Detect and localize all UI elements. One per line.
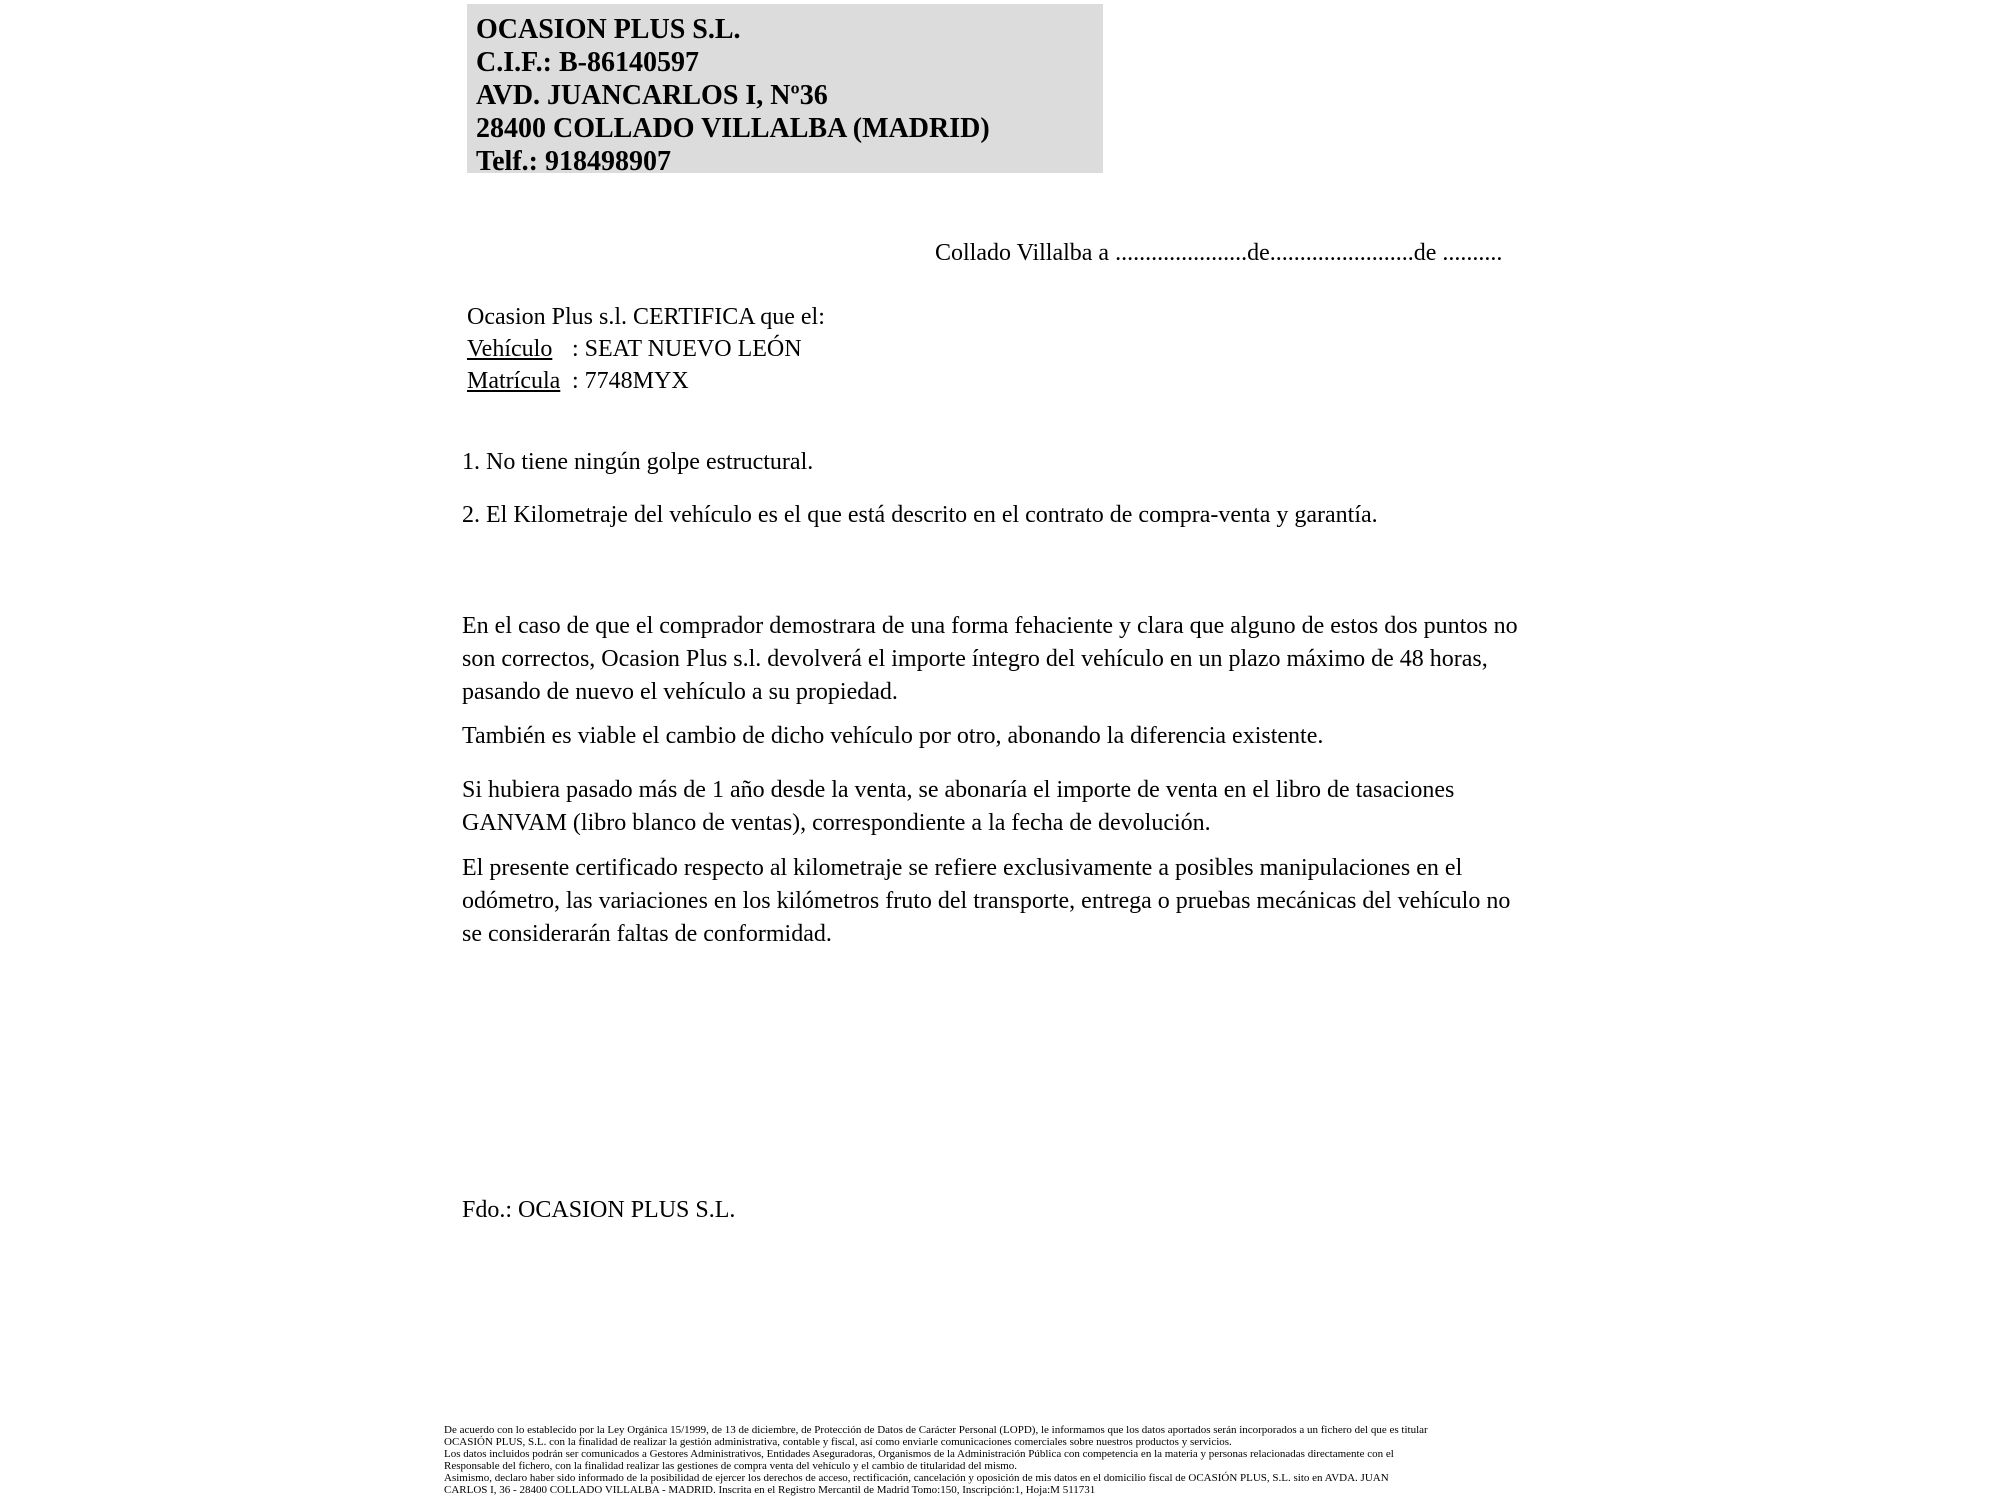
paragraph-ganvam-line: Si hubiera pasado más de 1 año desde la venta, se abonaría el importe de venta en el libro de tasaciones xyxy=(462,777,1455,803)
legal-fine-print xyxy=(444,1425,1428,1496)
vehicle-value: : SEAT NUEVO LEÓN xyxy=(572,336,802,362)
company-phone: Telf.: 918498907 xyxy=(476,146,671,177)
paragraph-odometer-line: se considerarán faltas de conformidad. xyxy=(462,921,832,947)
legal-fine-print-line: Asimismo, declaro haber sido informado de la posibilidad de ejercer los derechos de acceso, rectificación, cancelación y oposición de mis datos en el domicilio fiscal de OCASIÓN PLUS, S.L. sito en AVDA. JUAN xyxy=(444,1471,1389,1484)
certification-intro: Ocasion Plus s.l. CERTIFICA que el: xyxy=(467,304,825,330)
clause-structural: 1. No tiene ningún golpe estructural. xyxy=(462,449,814,475)
paragraph-refund xyxy=(462,610,1518,709)
legal-fine-print-line: Responsable del fichero, con la finalidad realizar las gestiones de compra venta del vehículo y el cambio de titularidad del mismo. xyxy=(444,1459,1018,1472)
paragraph-odometer-line: El presente certificado respecto al kilometraje se refiere exclusivamente a posibles manipulaciones en el xyxy=(462,855,1463,881)
certification-block xyxy=(467,301,825,397)
paragraph-refund-line: son correctos, Ocasion Plus s.l. devolverá el importe íntegro del vehículo en un plazo máximo de 48 horas, xyxy=(462,646,1488,672)
vehicle-label: Vehículo xyxy=(467,336,553,362)
legal-fine-print-line: CARLOS I, 36 - 28400 COLLADO VILLALBA - MADRID. Inscrita en el Registro Mercantil de Madrid Tomo:150, Inscripción:1, Hoja:M 511731 xyxy=(444,1483,1096,1496)
paragraph-odometer xyxy=(462,852,1510,951)
legal-fine-print-line: OCASIÓN PLUS, S.L. con la finalidad de realizar la gestión administrativa, contable y fiscal, así como enviarle comunicaciones comerciales sobre nuestros productos y servicios. xyxy=(444,1435,1232,1448)
company-name: OCASION PLUS S.L. xyxy=(476,14,741,45)
vehicle-row xyxy=(467,333,825,365)
paragraph-odometer-line: odómetro, las variaciones en los kilómetros fruto del transporte, entrega o pruebas mecánicas del vehículo no xyxy=(462,888,1511,914)
legal-fine-print-line: Los datos incluidos podrán ser comunicados a Gestores Administrativos, Entidades Aseguradoras, Organismos de la Administración Pública con competencia en la materia y personas relacionadas directamente con el xyxy=(444,1447,1394,1460)
plate-row xyxy=(467,365,825,397)
company-cif: C.I.F.: B-86140597 xyxy=(476,47,699,78)
paragraph-refund-line: En el caso de que el comprador demostrara de una forma fehaciente y clara que alguno de estos dos puntos no xyxy=(462,613,1518,639)
plate-label: Matrícula xyxy=(467,368,561,394)
plate-value: : 7748MYX xyxy=(572,368,689,394)
clause-mileage: 2. El Kilometraje del vehículo es el que está descrito en el contrato de compra-venta y garantía. xyxy=(462,502,1378,528)
legal-fine-print-line: De acuerdo con lo establecido por la Ley Orgánica 15/1999, de 13 de diciembre, de Protección de Datos de Carácter Personal (LOPD), le informamos que los datos aportados serán incorporados a un fichero del que es titular xyxy=(444,1424,1428,1436)
paragraph-ganvam-line: GANVAM (libro blanco de ventas), correspondiente a la fecha de devolución. xyxy=(462,810,1211,836)
date-line: Collado Villalba a ......................de........................de .......... xyxy=(935,240,1503,266)
paragraph-exchange xyxy=(462,720,1323,753)
company-header-box xyxy=(467,4,1103,177)
company-address: AVD. JUANCARLOS I, Nº36 xyxy=(476,80,828,111)
paragraph-ganvam xyxy=(462,774,1454,840)
paragraph-refund-line: pasando de nuevo el vehículo a su propiedad. xyxy=(462,679,898,705)
company-city: 28400 COLLADO VILLALBA (MADRID) xyxy=(476,113,990,144)
paragraph-exchange-line: También es viable el cambio de dicho vehículo por otro, abonando la diferencia existente. xyxy=(462,723,1324,749)
signature-line: Fdo.: OCASION PLUS S.L. xyxy=(462,1197,736,1223)
